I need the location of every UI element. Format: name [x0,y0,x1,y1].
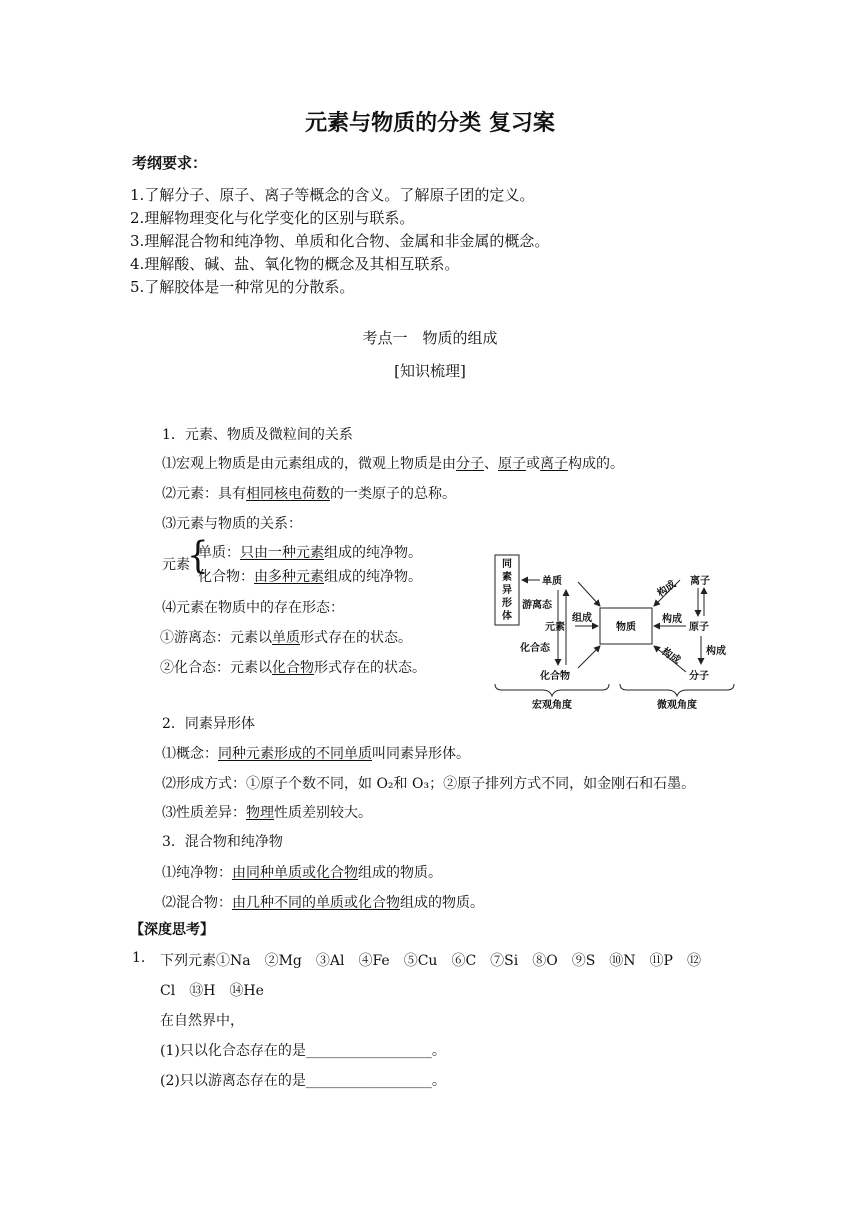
diagram-gouchen-2: 构成 [662,614,682,625]
diagram-danzhi: 单质 [542,576,562,587]
paragraph-allotrope-props: ⑶性质差异：物理性质差别较大。 [162,805,372,821]
diagram-youlitai: 游离态 [522,600,552,611]
diagram-fenzi: 分子 [689,671,709,682]
diagram-macro: 宏观角度 [532,700,572,711]
diagram-micro: 微观角度 [657,700,697,711]
question-line: 在自然界中， [160,1013,244,1029]
think-heading: 【深度思考】 [130,922,214,938]
diagram-lizi: 离子 [690,576,710,587]
requirement-item: 2.理解物理变化与化学变化的区别与联系。 [130,209,415,227]
diagram-wuzhi: 物质 [616,622,636,633]
paragraph-allotrope-def: ⑴概念：同种元素形成的不同单质叫同素异形体。 [162,746,470,762]
diagram-gouchen-1: 构成 [655,578,679,600]
brace-row-danzhi: 单质：只由一种元素组成的纯净物。 [198,545,422,561]
allotrope-char: 体 [502,611,512,622]
allotrope-char: 形 [502,598,512,609]
question-blank-1[interactable]: (1)只以化合态存在的是__________________。 [160,1043,446,1059]
section-subtitle: [知识梳理] [394,362,466,380]
paragraph-allotrope-forms: ⑵形成方式：①原子个数不同，如 O₂和 O₃；②原子排列方式不同，如金刚石和石墨。 [162,776,696,792]
requirement-item: 1.了解分子、原子、离子等概念的含义。了解原子团的定义。 [130,186,535,204]
question-blank-2[interactable]: (2)只以游离态存在的是__________________。 [160,1073,446,1089]
allotrope-char: 同 [502,559,512,570]
paragraph-element-def: ⑵元素：具有相同核电荷数的一类原子的总称。 [162,486,456,502]
brace-glyph: { [187,534,209,578]
paragraph-mixture: ⑵混合物：由几种不同的单质或化合物组成的物质。 [162,895,484,911]
allotrope-char: 素 [502,572,512,583]
paragraph-macro-micro: ⑴宏观上物质是由元素组成的，微观上物质是由分子、原子或离子构成的。 [162,456,624,472]
page-title: 元素与物质的分类 复习案 [305,110,555,136]
diagram-yuanzi: 原子 [689,622,709,633]
brace-row-huahewu: 化合物：由多种元素组成的纯净物。 [198,569,422,585]
brace-label: 元素 [162,557,190,573]
question-number: 1. [132,950,146,966]
paragraph-pure: ⑴纯净物：由同种单质或化合物组成的物质。 [162,865,442,881]
diagram-huahewu: 化合物 [540,671,570,682]
paragraph-combined-state: ②化合态：元素以化合物形式存在的状态。 [160,660,426,676]
heading-2: 2．同素异形体 [162,716,255,732]
paragraph-forms: ⑷元素在物质中的存在形态： [162,600,344,616]
diagram-gouchen-4: 构成 [659,646,683,667]
heading-1: 1．元素、物质及微粒间的关系 [162,427,353,443]
requirement-item: 4.理解酸、碱、盐、氧化物的概念及其相互联系。 [130,255,460,273]
diagram-zucheng: 组成 [572,613,592,624]
matter-relation-diagram [490,550,740,715]
question-line: Cl ⑬H ⑭He [160,983,264,999]
paragraph-relation: ⑶元素与物质的关系： [162,516,302,532]
diagram-yuansu: 元素 [545,622,565,633]
requirements-heading: 考纲要求： [132,154,208,172]
section-title: 考点一 物质的组成 [362,329,498,347]
question-line: 下列元素①Na ②Mg ③Al ④Fe ⑤Cu ⑥C ⑦Si ⑧O ⑨S ⑩N ⑪P ⑫ [160,953,701,969]
diagram-gouchen-3: 构成 [706,646,726,657]
allotrope-char: 异 [502,585,512,596]
paragraph-free-state: ①游离态：元素以单质形式存在的状态。 [160,630,412,646]
heading-3: 3．混合物和纯净物 [162,834,283,850]
diagram-huahetai: 化合态 [520,643,550,654]
requirement-item: 5.了解胶体是一种常见的分散系。 [130,278,355,296]
requirement-item: 3.理解混合物和纯净物、单质和化合物、金属和非金属的概念。 [130,232,550,250]
